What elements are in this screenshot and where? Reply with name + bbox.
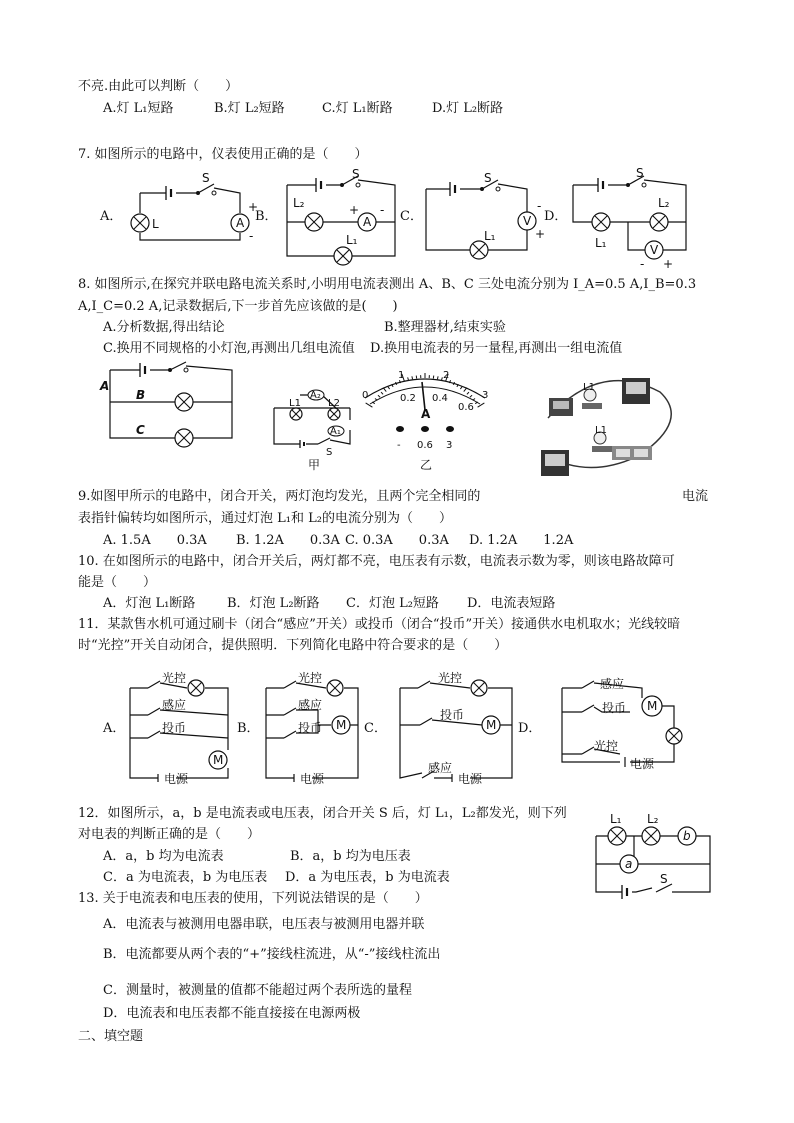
q9-option-b: B. 1.2A 0.3A: [236, 533, 340, 548]
photo-l1-b: L1: [595, 425, 607, 436]
q11a-motor-label: M: [213, 753, 224, 767]
q12-option-c: C．a 为电流表，b 为电压表: [103, 870, 268, 885]
fig9-scale-04: 0.4: [432, 393, 448, 404]
q7-label-c: C．: [400, 209, 423, 224]
fig9-scale-1: 1: [398, 370, 405, 381]
fig9-yi-caption: 乙: [420, 458, 433, 472]
q7-label-d: D．: [544, 209, 568, 224]
fig9-scale-0: 0: [362, 390, 369, 401]
q12-meter-a-label: a: [625, 857, 633, 871]
q12-option-b: B．a，b 均为电压表: [290, 849, 411, 864]
q10-option-a: A．灯泡 L₁断路: [103, 596, 196, 611]
q13-option-b: B．电流都要从两个表的“+”接线柱流进，从“-”接线柱流出: [103, 947, 441, 962]
q9-option-a: A. 1.5A 0.3A: [103, 533, 207, 548]
q7-stem: 7. 如图所示的电路中，仪表使用正确的是（ ）: [78, 147, 368, 162]
q7d-l1-label: L₁: [595, 236, 607, 250]
q11-label-d: D．: [518, 721, 542, 736]
q7a-ammeter-label: A: [236, 216, 245, 230]
q8-point-a: A: [100, 379, 110, 393]
q8-point-c: C: [136, 423, 145, 437]
q8-option-b: B.整理器材,结束实验: [384, 320, 506, 335]
q12-l2-label: L₂: [647, 812, 659, 826]
q12-stem-line2: 对电表的判断正确的是（ ）: [78, 827, 261, 842]
q7-label-a: A．: [100, 209, 123, 224]
q12-option-a: A．a，b 均为电流表: [103, 849, 224, 864]
q7d-plus: +: [663, 257, 674, 271]
q11d-motor-label: M: [647, 699, 658, 713]
q7c-minus: -: [537, 199, 542, 213]
q9-option-c: C. 0.3A 0.3A: [345, 533, 449, 548]
q11b-dianyuan: 电源: [300, 772, 325, 786]
q12-bulb-l2-icon: [642, 827, 660, 845]
q6-option-c: C.灯 L₁断路: [322, 101, 393, 116]
fig9-term-neg: -: [397, 440, 401, 451]
fig9-scale-2: 2: [443, 370, 450, 381]
fig9-term-3: 3: [446, 440, 453, 451]
q13-option-a: A．电流表与被测用电器串联，电压表与被测用电器并联: [103, 917, 425, 932]
q7a-bulb-label: L: [152, 217, 159, 231]
q11-label-b: B．: [237, 721, 260, 736]
fig9-scale-06: 0.6: [458, 402, 474, 413]
q11-label-c: C．: [364, 721, 387, 736]
q11b-ganying: 感应: [298, 698, 323, 712]
q11c-ganying: 感应: [428, 761, 453, 775]
q6-option-d: D.灯 L₂断路: [432, 101, 504, 116]
q11-stem-line1: 11．某款售水机可通过刷卡（闭合“感应”开关）或投币（闭合“投币”开关）接通供水电机取水；光线较暗: [78, 617, 681, 632]
q7c-l1-label: L₁: [484, 229, 496, 243]
fig9-a2-label: A₂: [310, 390, 321, 401]
q7d-l2-label: L₂: [658, 196, 670, 210]
section-2-heading: 二、填空题: [78, 1029, 144, 1044]
q11d-ganying: 感应: [600, 677, 625, 691]
fig9-switch-label: S: [326, 447, 333, 458]
q7b-l2-label: L₂: [293, 196, 305, 210]
q11b-motor-label: M: [336, 718, 347, 732]
q13-option-c: C．测量时，被测量的值都不能超过两个表所选的量程: [103, 983, 412, 998]
q7c-voltmeter-label: V: [523, 214, 532, 228]
q12-option-d: D．a 为电压表，b 为电流表: [285, 870, 450, 885]
q12-stem-line1: 12．如图所示，a，b 是电流表或电压表，闭合开关 S 后，灯 L₁，L₂都发光，则下列: [78, 806, 567, 821]
q8-stem-line1: 8. 如图所示,在探究并联电路电流关系时,小明用电流表测出 A、B、C 三处电流分别为 I_A=0.5 A,I_B=0.3: [78, 277, 697, 292]
photo-l1-a: L1: [583, 382, 595, 393]
q13-option-d: D．电流表和电压表都不能直接接在电源两极: [103, 1006, 361, 1021]
q11c-dianyuan: 电源: [458, 772, 483, 786]
q6-continuation: 不亮.由此可以判断（ ）: [78, 79, 239, 94]
q6-option-a: A.灯 L₁短路: [103, 101, 174, 116]
q7b-switch-label: S: [352, 167, 360, 181]
q8-point-b: B: [136, 388, 146, 402]
q13-stem: 13. 关于电流表和电压表的使用，下列说法错误的是（ ）: [78, 891, 428, 906]
q7c-switch-label: S: [484, 171, 492, 185]
q6-option-b: B.灯 L₂短路: [214, 101, 285, 116]
q7d-switch-label: S: [636, 166, 644, 180]
q11a-toubi: 投币: [162, 721, 187, 735]
q11c-guangkong: 光控: [438, 671, 463, 685]
q10-option-d: D．电流表短路: [467, 596, 556, 611]
q8-option-a: A.分析数据,得出结论: [103, 320, 225, 335]
fig9-l2-label: L2: [328, 398, 340, 409]
q7a-plus: +: [248, 200, 259, 214]
q11d-dianyuan: 电源: [630, 757, 655, 771]
fig9-l1-label: L1: [289, 398, 301, 409]
q11a-dianyuan: 电源: [164, 772, 189, 786]
q12-switch-label: S: [660, 872, 668, 886]
fig9-scale-02: 0.2: [400, 393, 416, 404]
q7-label-b: B．: [255, 209, 278, 224]
q7b-minus: -: [380, 203, 385, 217]
fig9-scale-3: 3: [482, 390, 489, 401]
q11-stem-line2: 时“光控”开关自动闭合，提供照明．下列简化电路中符合要求的是（ ）: [78, 638, 508, 653]
fig9-a1-label: A₁: [330, 426, 341, 437]
q7a-switch-label: S: [202, 171, 210, 185]
q11b-toubi: 投币: [298, 721, 323, 735]
q11a-guangkong: 光控: [162, 671, 187, 685]
q10-stem-line1: 10. 在如图所示的电路中，闭合开关后，两灯都不亮，电压表有示数，电流表示数为零，则该电路故障可: [78, 554, 675, 569]
q11c-toubi: 投币: [440, 708, 465, 722]
q7b-ammeter-label: A: [363, 215, 372, 229]
q7d-voltmeter-label: V: [650, 243, 659, 257]
q12-bulb-l1-icon: [608, 827, 626, 845]
q12-l1-label: L₁: [610, 812, 622, 826]
q8-stem-line2: A,I_C=0.2 A,记录数据后,下一步首先应该做的是( ): [78, 299, 398, 314]
q7b-plus: +: [349, 203, 360, 217]
q10-option-c: C．灯泡 L₂短路: [346, 596, 439, 611]
q11a-ganying: 感应: [162, 698, 187, 712]
q7a-minus: -: [249, 229, 254, 243]
q7b-l1-label: L₁: [346, 233, 358, 247]
q8-option-d: D.换用电流表的另一量程,再测出一组电流值: [370, 341, 623, 356]
q7c-plus: +: [535, 227, 546, 241]
q9-stem-line1a: 9.如图甲所示的电路中，闭合开关，两灯泡均发光，且两个完全相同的: [78, 489, 481, 504]
q11d-toubi: 投币: [602, 701, 627, 715]
fig9-term-06: 0.6: [417, 440, 433, 451]
q11d-guangkong: 光控: [594, 739, 619, 753]
q11c-motor-label: M: [486, 718, 497, 732]
q11b-guangkong: 光控: [298, 671, 323, 685]
fig9-jia-caption: 甲: [308, 458, 321, 472]
q12-meter-b-label: b: [683, 829, 691, 843]
q11-label-a: A．: [103, 721, 126, 736]
q10-option-b: B．灯泡 L₂断路: [227, 596, 320, 611]
q9-stem-line2: 表指针偏转均如图所示，通过灯泡 L₁和 L₂的电流分别为（ ）: [78, 511, 452, 526]
q9-option-d: D. 1.2A 1.2A: [469, 533, 574, 548]
fig9-unit: A: [421, 407, 431, 421]
q10-stem-line2: 能是（ ）: [78, 575, 157, 590]
q9-stem-line1b: 电流: [682, 489, 709, 504]
q7d-minus: -: [640, 257, 645, 271]
q8-option-c: C.换用不同规格的小灯泡,再测出几组电流值: [103, 341, 355, 356]
